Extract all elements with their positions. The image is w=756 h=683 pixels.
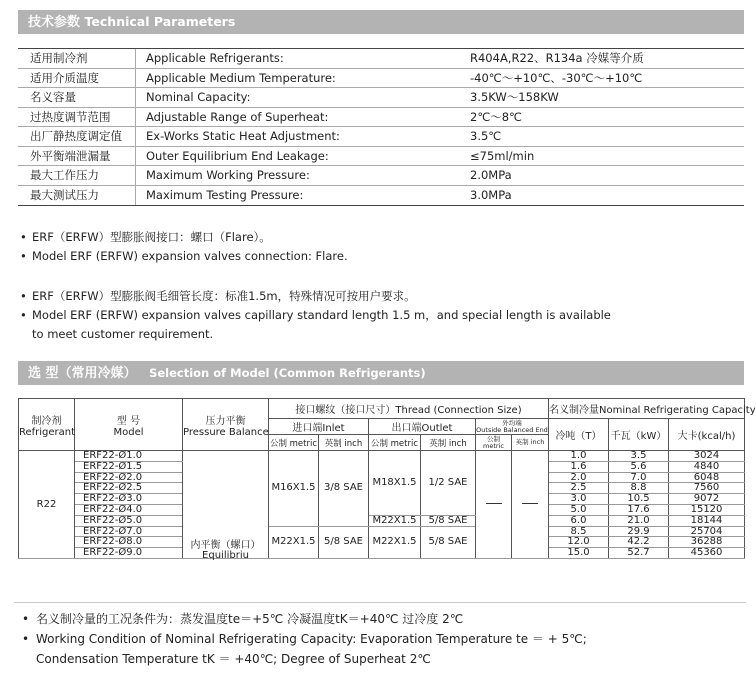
refrigerant-cell: R22 (19, 451, 75, 559)
bullet-icon: • (22, 612, 30, 626)
param-row (18, 108, 744, 128)
outlet-inch-c: 5/8 SAE (421, 526, 476, 558)
header-text: Outside Balanced End (476, 425, 548, 434)
param-cn: 外平衡端泄漏量 (18, 147, 136, 166)
inlet-inch-header: 英制 inch (319, 435, 369, 451)
inlet-header: 进口端Inlet (269, 419, 369, 435)
model-cell: ERF22-Ø2.5 (75, 483, 183, 494)
pressure-balance-cut: Equilibriu (202, 549, 249, 561)
inlet-inch-c: 5/8 SAE (319, 526, 369, 558)
kw-header: 千瓦（kW） (609, 419, 669, 451)
note-text: ERF（ERFW）型膨胀阀毛细管长度：标准1.5m，特殊情况可按用户要求。 (32, 289, 416, 303)
technical-parameters-header (18, 10, 744, 34)
kcal-cell: 7560 (669, 483, 745, 494)
param-en: Applicable Refrigerants: (146, 51, 284, 65)
refrigerant-header (19, 399, 75, 451)
outlet-header: 出口端Outlet (369, 419, 476, 435)
condition-en (22, 629, 587, 649)
param-row (18, 186, 744, 206)
outside-metric-header: 公制 metric (476, 435, 512, 451)
note-connection-cn (20, 228, 271, 247)
inlet-metric-a: M16X1.5 (269, 451, 319, 527)
param-row (18, 69, 744, 89)
header-text: 压力平衡 (205, 415, 246, 427)
pressure-balance-cell (183, 451, 269, 559)
selection-header-en: Selection of Model (Common Refrigerants) (149, 366, 426, 380)
model-cell: ERF22-Ø8.0 (75, 537, 183, 548)
note-text: Model ERF (ERFW) expansion valves connection: Flare. (32, 249, 348, 263)
kw-cell: 3.5 (609, 451, 669, 462)
outside-inch-header: 英制 inch (512, 435, 549, 451)
inlet-inch-a: 3/8 SAE (319, 451, 369, 527)
header-cn: 技术参数 (28, 15, 81, 30)
param-en: Outer Equilibrium End Leakage: (146, 148, 329, 163)
param-value: 3.0MPa (470, 187, 512, 202)
ton-header: 冷吨（T） (549, 419, 609, 451)
param-cn: 出厂静热度调定值 (18, 127, 136, 146)
bullet-icon: • (20, 289, 27, 303)
header-text: 制冷剂 (31, 415, 62, 427)
kw-cell: 8.8 (609, 483, 669, 494)
outlet-inch-a: 1/2 SAE (421, 451, 476, 516)
outlet-metric-header: 公制 metric (369, 435, 421, 451)
thread-header: 接口螺纹（接口尺寸）Thread (Connection Size) (269, 399, 549, 419)
ton-cell: 6.0 (549, 515, 609, 526)
ton-cell: 5.0 (549, 504, 609, 515)
condition-cn (22, 609, 463, 629)
outside-inch-cell (512, 451, 549, 559)
inlet-metric-c: M22X1.5 (269, 526, 319, 558)
bullet-icon: • (20, 308, 27, 322)
kw-cell: 5.6 (609, 461, 669, 472)
param-row (18, 88, 744, 108)
pressure-balance-header (183, 399, 269, 451)
inlet-metric-header: 公制 metric (269, 435, 319, 451)
param-cn: 名义容量 (18, 88, 136, 107)
bullet-icon: • (20, 249, 27, 263)
table-row (19, 515, 745, 526)
param-en: Maximum Working Pressure: (146, 168, 310, 182)
param-value: ≤75ml/min (470, 148, 535, 163)
param-value: R404A,R22、R134a 冷媒等介质 (470, 51, 644, 65)
outlet-inch-header: 英制 inch (421, 435, 476, 451)
header-text: Model (113, 426, 144, 438)
note-capillary-en-cont: to meet customer requirement. (32, 327, 214, 341)
model-header (75, 399, 183, 451)
condition-text: Working Condition of Nominal Refrigerating Capacity: Evaporation Temperature te ＝ + 5℃; (36, 632, 587, 646)
condition-text: 名义制冷量的工况条件为：蒸发温度te＝+5℃ 冷凝温度tK＝+40℃ 过冷度 2℃ (36, 612, 464, 626)
model-cell: ERF22-Ø3.0 (75, 494, 183, 505)
parameters-table (18, 48, 744, 206)
kcal-cell: 36288 (669, 537, 745, 548)
note-capillary-en (20, 306, 611, 325)
param-value: 3.5KW～158KW (470, 90, 559, 104)
header-text: Refrigerant (19, 426, 76, 438)
kcal-cell: 6048 (669, 472, 745, 483)
outlet-metric-b: M22X1.5 (369, 515, 421, 526)
ton-cell: 12.0 (549, 537, 609, 548)
param-cn: 最大测试压力 (18, 186, 136, 206)
model-cell: ERF22-Ø4.0 (75, 504, 183, 515)
dash-icon (486, 503, 502, 504)
selection-header-cn: 选 型（常用冷媒） (28, 366, 137, 381)
note-connection-en (20, 247, 348, 266)
param-cn: 过热度调节范围 (18, 108, 136, 127)
ton-cell: 8.5 (549, 526, 609, 537)
ton-cell: 2.5 (549, 483, 609, 494)
ton-cell: 2.0 (549, 472, 609, 483)
param-row (18, 127, 744, 147)
kcal-cell: 4840 (669, 461, 745, 472)
param-value: 2℃～8℃ (470, 109, 522, 124)
bullet-icon: • (20, 230, 27, 244)
param-row (18, 166, 744, 186)
kw-cell: 42.2 (609, 537, 669, 548)
model-cell: ERF22-Ø5.0 (75, 515, 183, 526)
kw-cell: 10.5 (609, 494, 669, 505)
param-en: Adjustable Range of Superheat: (146, 109, 329, 124)
outside-metric-cell (476, 451, 512, 559)
condition-en-cont: Condensation Temperature tK ＝ +40℃; Degree of Superheat 2℃ (36, 652, 431, 666)
kcal-cell: 15120 (669, 504, 745, 515)
kw-cell: 17.6 (609, 504, 669, 515)
model-cell: ERF22-Ø2.0 (75, 472, 183, 483)
ton-cell: 15.0 (549, 548, 609, 559)
kcal-cell: 18144 (669, 515, 745, 526)
param-row (18, 49, 744, 69)
kcal-cell: 25704 (669, 526, 745, 537)
header-text: Pressure Balance (183, 426, 269, 438)
kcal-header: 大卡(kcal/h) (669, 419, 745, 451)
param-value: 2.0MPa (470, 168, 512, 182)
param-cn: 适用介质温度 (18, 69, 136, 88)
ton-cell: 3.0 (549, 494, 609, 505)
note-capillary-cn (20, 287, 416, 306)
note-text: Model ERF (ERFW) expansion valves capillary standard length 1.5 m，and special length is available (32, 308, 611, 322)
model-cell: ERF22-Ø7.0 (75, 526, 183, 537)
header-text: 外均端 (502, 418, 522, 427)
kw-cell: 7.0 (609, 472, 669, 483)
selection-table (18, 398, 756, 561)
pressure-balance-text: 内平衡（螺口） (190, 539, 261, 551)
param-en: Ex-Works Static Heat Adjustment: (146, 129, 340, 143)
kcal-cell: 3024 (669, 451, 745, 462)
header-en: Technical Parameters (84, 14, 236, 29)
param-en: Maximum Testing Pressure: (146, 187, 304, 202)
model-cell: ERF22-Ø9.0 (75, 548, 183, 559)
param-value: 3.5℃ (470, 129, 502, 143)
outlet-metric-c: M22X1.5 (369, 526, 421, 558)
outlet-inch-b: 5/8 SAE (421, 515, 476, 526)
model-cell: ERF22-Ø1.0 (75, 451, 183, 462)
kw-cell: 52.7 (609, 548, 669, 559)
param-en: Nominal Capacity: (146, 90, 251, 104)
kw-cell: 29.9 (609, 526, 669, 537)
capacity-header: 名义制冷量Nominal Refrigerating Capacity (549, 399, 745, 419)
dash-icon (522, 503, 538, 504)
param-row (18, 147, 744, 167)
table-row (19, 451, 745, 462)
kw-cell: 21.0 (609, 515, 669, 526)
kcal-cell: 9072 (669, 494, 745, 505)
kcal-cell: 45360 (669, 548, 745, 559)
outside-balanced-header (476, 419, 549, 435)
selection-header (18, 361, 744, 385)
outlet-metric-a: M18X1.5 (369, 451, 421, 516)
ton-cell: 1.6 (549, 461, 609, 472)
ton-cell: 1.0 (549, 451, 609, 462)
param-cn: 适用制冷剂 (18, 49, 136, 68)
param-cn: 最大工作压力 (18, 166, 136, 185)
param-value: -40℃～+10℃、-30℃～+10℃ (470, 70, 643, 85)
model-cell: ERF22-Ø1.5 (75, 461, 183, 472)
header-text: 型 号 (116, 415, 141, 427)
working-condition-note (14, 602, 746, 680)
param-en: Applicable Medium Temperature: (146, 70, 336, 85)
note-text: ERF（ERFW）型膨胀阀接口：螺口（Flare）。 (32, 230, 271, 244)
bullet-icon: • (22, 632, 30, 646)
